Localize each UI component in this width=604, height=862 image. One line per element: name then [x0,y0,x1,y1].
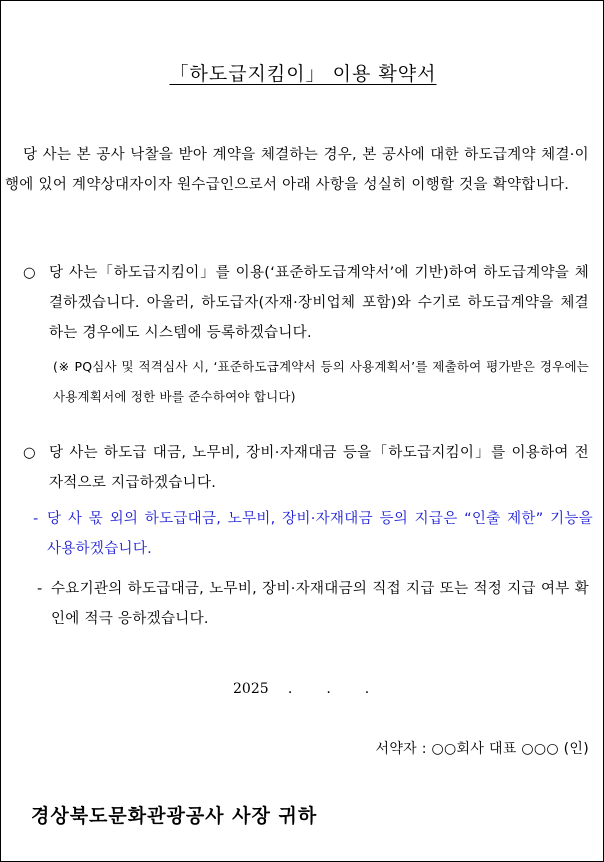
subpoint-2-text: 수요기관의 하도급대금, 노무비, 장비·자재대금의 직접 지급 또는 적정 지급 여부 확인에 적극 응하겠습니다. [51,581,589,627]
pledge-item-2-subpoint-1 [33,504,593,564]
pledge-item-2-text: 당 사는 하도급 대금, 노무비, 장비·자재대금 등을「하도급지킴이」를 이용하여 전자적으로 지급하겠습니다. [49,445,589,491]
date-year: 2025 [233,681,269,697]
date-separator: . [287,681,293,697]
pledge-item-2 [23,438,589,498]
circle-bullet-icon: ○ [23,445,36,461]
addressee: 경상북도문화관광공사 사장 귀하 [31,805,318,827]
dash-bullet-icon: - [37,581,43,597]
signer-line: 서약자 : ○○회사 대표 ○○○ (인) [375,741,589,757]
pledge-item-2-subpoint-2 [37,574,589,634]
date-separator: . [364,681,370,697]
document-title [1,59,604,86]
title-text: 「하도급지킴이」 이용 확약서 [169,63,437,85]
signing-date [233,681,384,697]
date-separator: . [326,681,331,697]
intro-paragraph: 당 사는 본 공사 낙찰을 받아 계약을 체결하는 경우, 본 공사에 대한 하도급계약 체결·이행에 있어 계약상대자이자 원수급인으로서 아래 사항을 성실히 이행할 것을 확약합니다. [5,147,589,193]
pledge-item-1 [23,258,589,348]
circle-bullet-icon: ○ [23,265,36,281]
pledge-item-1-text: 당 사는「하도급지킴이」를 이용(‘표준하도급계약서’에 기반)하여 하도급계약을 체결하겠습니다. 아울러, 하도급자(자재·장비업체 포함)와 수기로 하도급계약을 체결하는 경우에도 시스템에 등록하겠습니다. [49,265,589,341]
pledge-item-1-note: (※ PQ심사 및 적격심사 시, ‘표준하도급계약서 등의 사용계획서’를 제출하여 평가받은 경우에는 사용계획서에 정한 바를 준수하여야 합니다) [53,359,589,404]
subpoint-1-text: 당 사 몫 외의 하도급대금, 노무비, 장비·자재대금 등의 지급은 “인출 제한” 기능을 사용하겠습니다. [47,511,593,557]
dash-bullet-icon: - [33,511,39,527]
